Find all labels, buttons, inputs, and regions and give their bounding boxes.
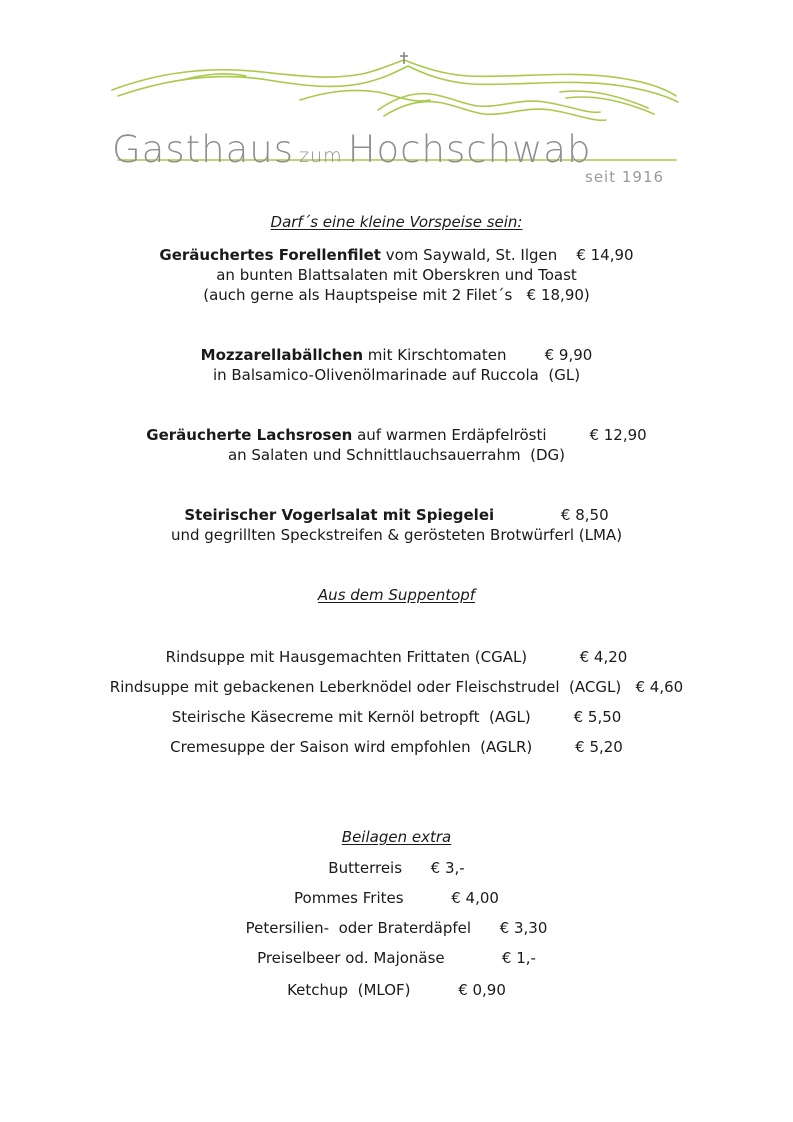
- soups-heading: Aus dem Suppentopf: [317, 586, 476, 604]
- item-price: € 5,50: [573, 708, 622, 726]
- item-text: Cremesuppe der Saison wird empfohlen (AGLR): [170, 738, 533, 756]
- side-item: [0, 858, 793, 878]
- soup-item: [0, 707, 793, 727]
- restaurant-name: [112, 128, 692, 171]
- soup-item: [0, 737, 793, 757]
- since-label: seit 1916: [585, 168, 665, 186]
- item-price: € 14,90: [576, 246, 634, 264]
- menu-item-forelle: [0, 245, 793, 265]
- name-part-2: zum: [299, 145, 343, 167]
- item-price: € 8,50: [560, 506, 609, 524]
- item-price: € 4,60: [635, 678, 684, 696]
- item-line-2: in Balsamico-Olivenölmarinade auf Ruccola (GL): [212, 366, 581, 384]
- logo: [0, 0, 793, 200]
- item-name: Geräuchertes Forellenfilet: [159, 246, 381, 264]
- item-desc: auf warmen Erdäpfelrösti: [352, 426, 547, 444]
- name-part-3: Hochschwab: [347, 128, 592, 171]
- soup-item: [0, 647, 793, 667]
- item-desc: vom Saywald, St. Ilgen: [380, 246, 558, 264]
- item-price: € 3,-: [430, 859, 465, 877]
- name-part-1: Gasthaus: [112, 128, 294, 171]
- item-text: Ketchup (MLOF): [287, 981, 411, 999]
- soup-item: [0, 677, 793, 697]
- side-item: [0, 948, 793, 968]
- item-price: € 5,20: [575, 738, 623, 756]
- item-line-2: an bunten Blattsalaten mit Oberskren und Toast: [216, 266, 577, 284]
- item-line-2: an Salaten und Schnittlauchsauerrahm (DG): [227, 446, 566, 464]
- item-name: Steirischer Vogerlsalat mit Spiegelei: [184, 506, 495, 524]
- item-desc: mit Kirschtomaten: [363, 346, 507, 364]
- side-item: [0, 888, 793, 908]
- item-price: € 0,90: [458, 981, 506, 999]
- menu-item-mozzarella: [0, 345, 793, 365]
- item-text: Rindsuppe mit gebackenen Leberknödel oder Fleischstrudel (ACGL): [109, 678, 622, 696]
- item-line-2: und gegrillten Speckstreifen & gerösteten Brotwürferl (LMA): [170, 526, 623, 544]
- item-price: € 4,20: [579, 648, 628, 666]
- side-item: [0, 980, 793, 1000]
- item-name: Geräucherte Lachsrosen: [146, 426, 353, 444]
- item-text: Pommes Frites: [294, 889, 404, 907]
- menu-item-lachs: [0, 425, 793, 445]
- item-text: Butterreis: [328, 859, 403, 877]
- item-text: Petersilien- oder Braterdäpfel: [245, 919, 472, 937]
- item-text: Steirische Käsecreme mit Kernöl betropft (AGL): [171, 708, 531, 726]
- item-text: Preiselbeer od. Majonäse: [257, 949, 445, 967]
- item-price: € 12,90: [589, 426, 647, 444]
- menu-item-vogerl: [0, 505, 793, 525]
- side-item: [0, 918, 793, 938]
- sides-heading: Beilagen extra: [341, 828, 452, 846]
- item-line-3: (auch gerne als Hauptspeise mit 2 Filet´s € 18,90): [203, 286, 590, 304]
- starters-heading: Darf´s eine kleine Vorspeise sein:: [270, 213, 523, 231]
- item-name: Mozzarellabällchen: [200, 346, 364, 364]
- summit-cross-icon: [400, 52, 408, 64]
- item-price: € 9,90: [544, 346, 593, 364]
- item-price: € 4,00: [451, 889, 499, 907]
- item-price: € 3,30: [499, 919, 548, 937]
- item-text: Rindsuppe mit Hausgemachten Frittaten (CGAL): [165, 648, 528, 666]
- item-price: € 1,-: [501, 949, 536, 967]
